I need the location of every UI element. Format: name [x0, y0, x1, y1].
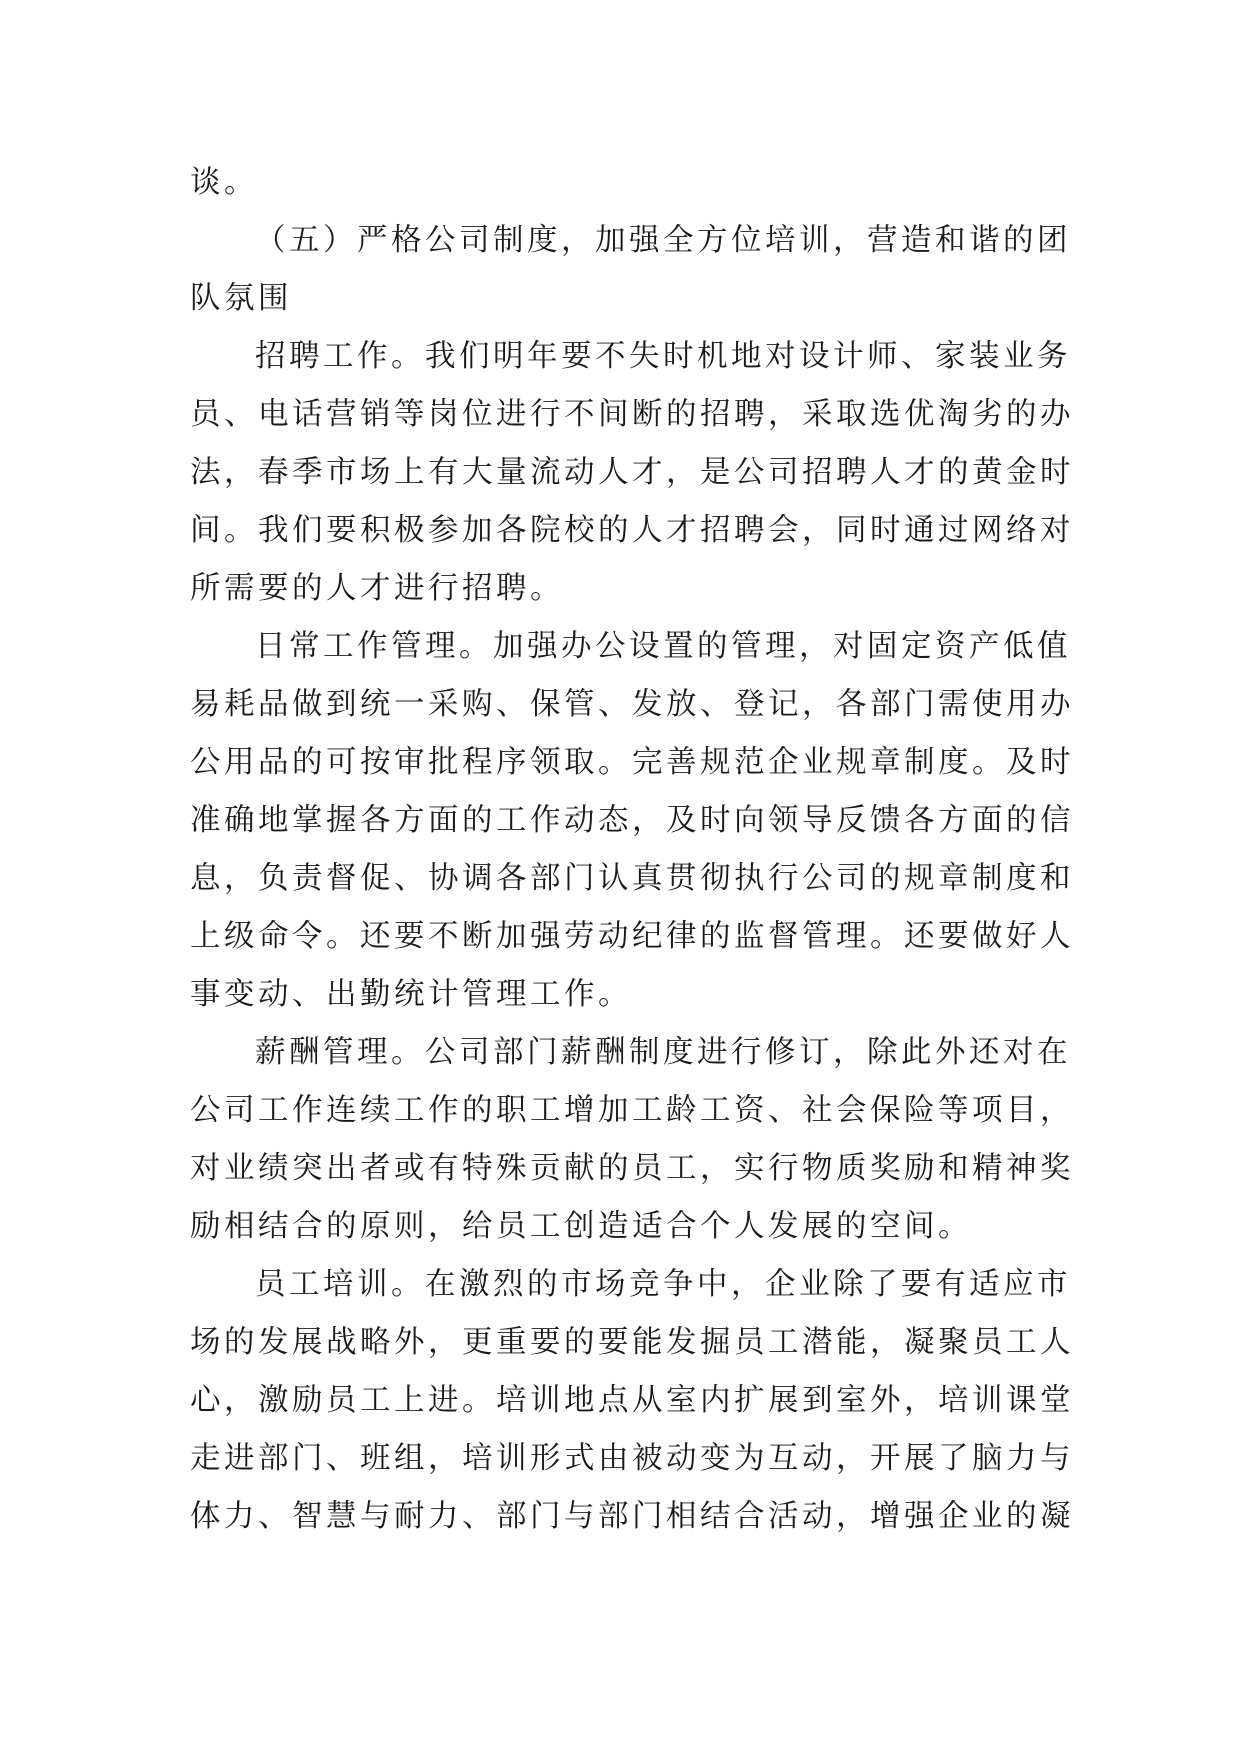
text-line: 励相结合的原则，给员工创造适合个人发展的空间。 — [190, 1209, 972, 1244]
text-line: 体力、智慧与耐力、部门与部门相结合活动，增强企业的凝 — [190, 1499, 1074, 1534]
text-line: 公用品的可按审批程序领取。完善规范企业规章制度。及时 — [190, 745, 1074, 780]
text-line: 法，春季市场上有大量流动人才，是公司招聘人才的黄金时 — [190, 455, 1074, 490]
text-line: 息，负责督促、协调各部门认真贯彻执行公司的规章制度和 — [190, 861, 1074, 896]
text-line: 公司工作连续工作的职工增加工龄工资、社会保险等项目， — [190, 1093, 1074, 1128]
text-line: 日常工作管理。加强办公设置的管理，对固定资产低值 — [255, 629, 1071, 664]
text-line: 所需要的人才进行招聘。 — [190, 571, 564, 606]
text-line: 薪酬管理。公司部门薪酬制度进行修订，除此外还对在 — [255, 1035, 1071, 1070]
section-heading: （五）严格公司制度，加强全方位培训，营造和谐的团 — [255, 223, 1071, 258]
section-heading-cont: 队氛围 — [190, 281, 292, 316]
text-line: 对业绩突出者或有特殊贡献的员工，实行物质奖励和精神奖 — [190, 1151, 1074, 1186]
text-line: 上级命令。还要不断加强劳动纪律的监督管理。还要做好人 — [190, 919, 1074, 954]
text-line: 员、电话营销等岗位进行不间断的招聘，采取选优淘劣的办 — [190, 397, 1074, 432]
text-line: 走进部门、班组，培训形式由被动变为互动，开展了脑力与 — [190, 1441, 1074, 1476]
text-line: 场的发展战略外，更重要的要能发掘员工潜能，凝聚员工人 — [190, 1325, 1074, 1360]
text-line: 心，激励员工上进。培训地点从室内扩展到室外，培训课堂 — [190, 1383, 1074, 1418]
text-line: 谈。 — [190, 165, 258, 200]
text-line: 招聘工作。我们明年要不失时机地对设计师、家装业务 — [255, 339, 1071, 374]
text-line: 准确地掌握各方面的工作动态，及时向领导反馈各方面的信 — [190, 803, 1074, 838]
text-line: 间。我们要积极参加各院校的人才招聘会，同时通过网络对 — [190, 513, 1074, 548]
text-line: 事变动、出勤统计管理工作。 — [190, 977, 632, 1012]
text-line: 易耗品做到统一采购、保管、发放、登记，各部门需使用办 — [190, 687, 1074, 722]
text-line: 员工培训。在激烈的市场竞争中，企业除了要有适应市 — [255, 1267, 1071, 1302]
